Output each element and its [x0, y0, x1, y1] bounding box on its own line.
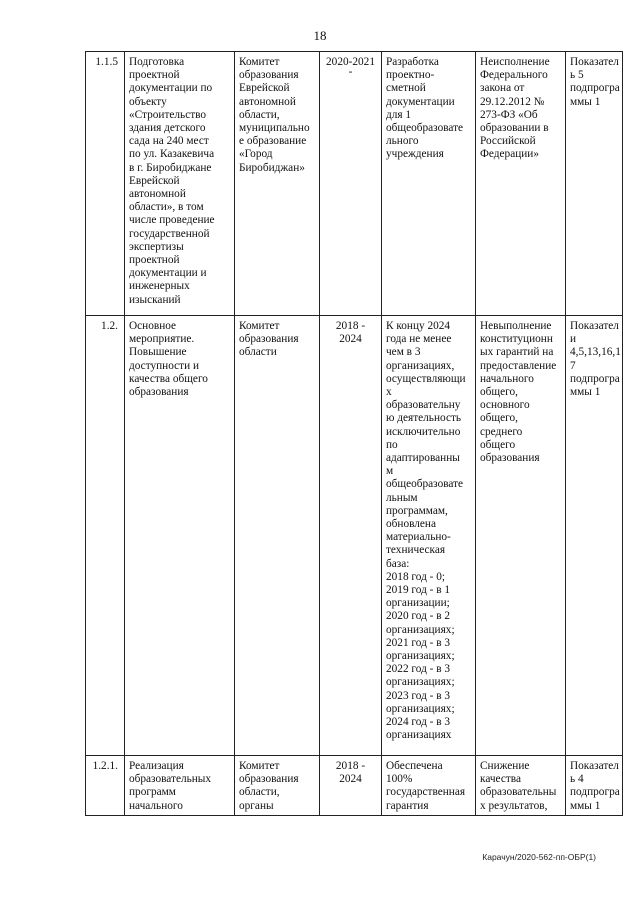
responsible-organization: Комитет образования Еврейской автономной области, муниципально е образование «Город Биробиджан» [235, 52, 320, 316]
responsible-organization: Комитет образования области, органы [235, 756, 320, 816]
table-row [86, 52, 623, 316]
responsible-organization: Комитет образования области [235, 316, 320, 756]
item-number: 1.2. [86, 316, 125, 756]
table-row [86, 316, 623, 756]
activity-name: Подготовка проектной документации по объекту «Строительство здания детского сада на 240 мест по ул. Казакевича в г. Биробиджане Еврейской автономной области», в том числе проведение государственной экспертизы проектной документации и инженерных изысканий [125, 52, 235, 316]
non-implementation-consequence: Снижение качества образовательны х результатов, [476, 756, 566, 816]
document-code: Карачун/2020-562-пп-ОБР(1) [482, 852, 596, 862]
expected-result: Разработка проектно- сметной документации для 1 общеобразовате льного учреждения [382, 52, 476, 316]
related-indicator: Показател ь 4 подпрогра ммы 1 [566, 756, 623, 816]
program-activities-table [85, 51, 623, 816]
implementation-period: 2018 - 2024 [320, 756, 382, 816]
item-number: 1.1.5 [86, 52, 125, 316]
page-number: 18 [313, 28, 327, 43]
expected-result: Обеспечена 100% государственная гарантия [382, 756, 476, 816]
period-mark: - [348, 66, 353, 79]
related-indicator: Показател ь 5 подпрогра ммы 1 [566, 52, 623, 316]
table-row [86, 756, 623, 816]
non-implementation-consequence: Неисполнение Федерального закона от 29.12.2012 № 273-ФЗ «Об образовании в Российской Федерации» [476, 52, 566, 316]
related-indicator: Показател и 4,5,13,16,1 7 подпрогра ммы 1 [566, 316, 623, 756]
implementation-period: 2020-2021 - [320, 52, 382, 316]
implementation-period: 2018 - 2024 [320, 316, 382, 756]
non-implementation-consequence: Невыполнение конституционн ых гарантий на предоставление начального общего, основного общего, среднего общего образования [476, 316, 566, 756]
activity-name: Основное мероприятие. Повышение доступности и качества общего образования [125, 316, 235, 756]
item-number: 1.2.1. [86, 756, 125, 816]
activity-name: Реализация образовательных программ начального [125, 756, 235, 816]
expected-result: К концу 2024 года не менее чем в 3 организациях, осуществляющи х образовательну ю деятельность исключительно по адаптированны м общеобразовате льным программам, обновлена материально- техническая база: 2018 год - 0; 2019 год - в 1 организации; 2020 год - в 2 организациях; 2021 год - в 3 организациях; 2022 год - в 3 организациях; 2023 год - в 3 организациях; 2024 год - в 3 организациях [382, 316, 476, 756]
